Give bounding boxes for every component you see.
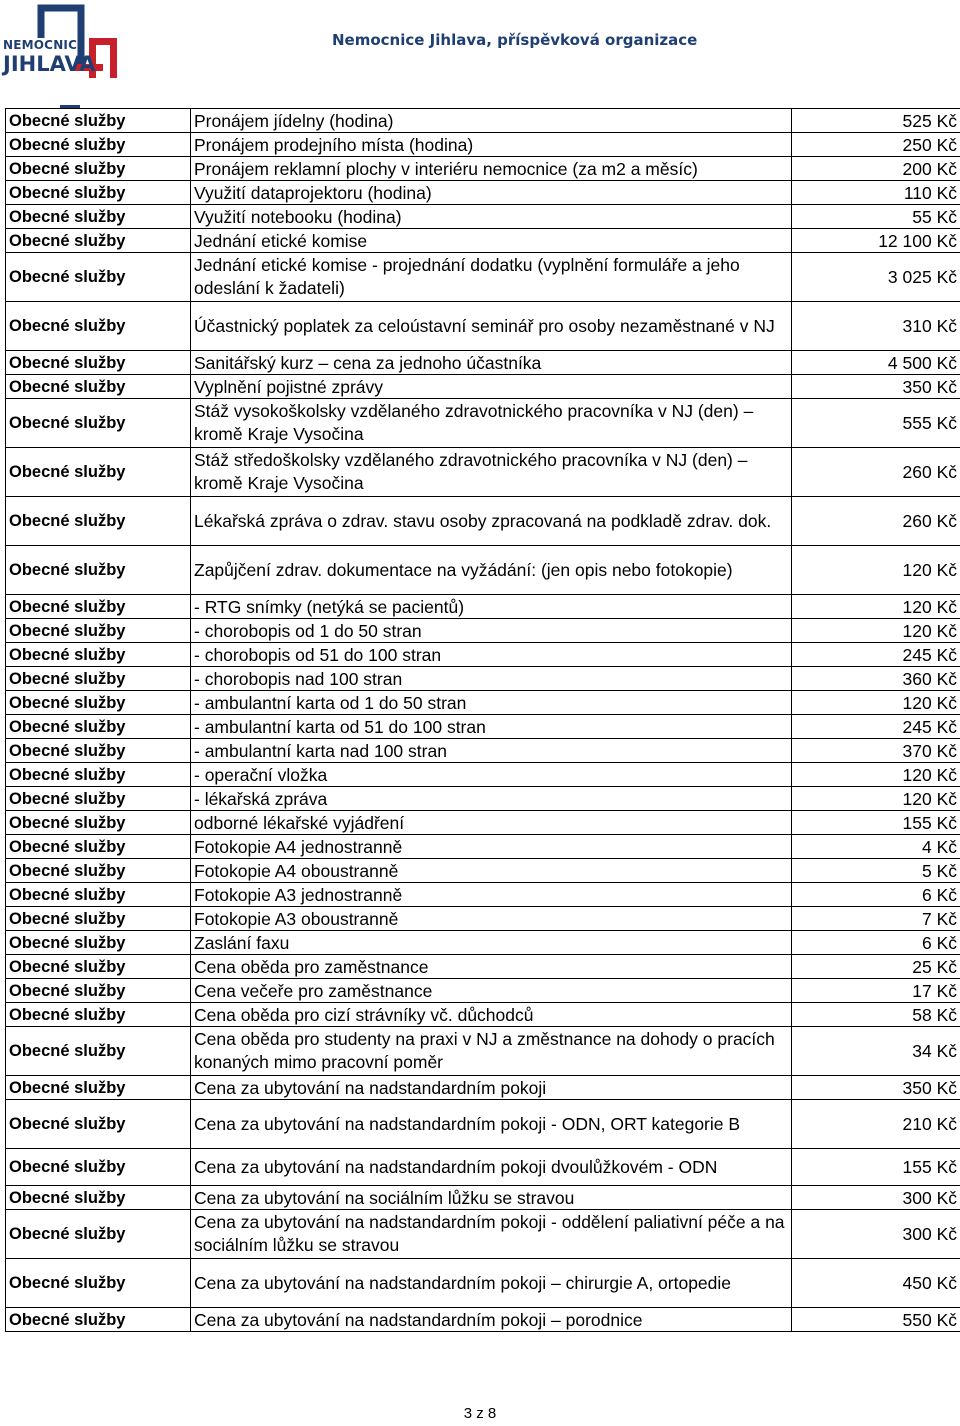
table-row [6, 667, 960, 691]
row-price: 360 Kč [792, 667, 960, 691]
row-category: Obecné služby [6, 979, 191, 1003]
row-price: 250 Kč [792, 133, 960, 157]
row-price: 260 Kč [792, 497, 960, 546]
row-category: Obecné služby [6, 546, 191, 595]
row-description: Cena za ubytování na nadstandardním pokoji dvoulůžkovém - ODN [191, 1149, 792, 1186]
row-category: Obecné služby [6, 739, 191, 763]
row-category: Obecné služby [6, 931, 191, 955]
row-category: Obecné služby [6, 1259, 191, 1308]
row-description: - chorobopis od 1 do 50 stran [191, 619, 792, 643]
row-description: Fotokopie A3 jednostranně [191, 883, 792, 907]
row-price: 300 Kč [792, 1210, 960, 1259]
row-description: Účastnický poplatek za celoústavní seminář pro osoby nezaměstnané v NJ [191, 302, 792, 351]
row-price: 370 Kč [792, 739, 960, 763]
row-category: Obecné služby [6, 691, 191, 715]
row-price: 155 Kč [792, 1149, 960, 1186]
row-description: Sanitářský kurz – cena za jednoho účastníka [191, 351, 792, 375]
row-price: 6 Kč [792, 883, 960, 907]
row-category: Obecné služby [6, 302, 191, 351]
row-description: - RTG snímky (netýká se pacientů) [191, 595, 792, 619]
row-description: Fotokopie A4 jednostranně [191, 835, 792, 859]
row-price: 120 Kč [792, 595, 960, 619]
table-row [6, 931, 960, 955]
row-price: 7 Kč [792, 907, 960, 931]
row-category: Obecné služby [6, 1210, 191, 1259]
price-list-body [6, 109, 960, 1332]
table-row [6, 229, 960, 253]
logo-line-2: JIHLAVA [3, 52, 96, 76]
row-price: 550 Kč [792, 1308, 960, 1332]
table-row [6, 883, 960, 907]
table-row [6, 253, 960, 302]
page-indicator: 3 z 8 [463, 1405, 497, 1422]
row-price: 350 Kč [792, 1076, 960, 1100]
row-category: Obecné služby [6, 497, 191, 546]
row-price: 120 Kč [792, 619, 960, 643]
table-row [6, 643, 960, 667]
row-category: Obecné služby [6, 835, 191, 859]
row-price: 58 Kč [792, 1003, 960, 1027]
row-price: 200 Kč [792, 157, 960, 181]
row-description: Cena za ubytování na nadstandardním pokoji – chirurgie A, ortopedie [191, 1259, 792, 1308]
row-category: Obecné služby [6, 643, 191, 667]
row-price: 120 Kč [792, 787, 960, 811]
row-description: Jednání etické komise [191, 229, 792, 253]
row-price: 34 Kč [792, 1027, 960, 1076]
row-description: Cena za ubytování na nadstandardním pokoji – porodnice [191, 1308, 792, 1332]
row-description: Pronájem prodejního místa (hodina) [191, 133, 792, 157]
row-description: Zapůjčení zdrav. dokumentace na vyžádání: (jen opis nebo fotokopie) [191, 546, 792, 595]
row-price: 4 500 Kč [792, 351, 960, 375]
row-price: 5 Kč [792, 859, 960, 883]
row-description: Zaslání faxu [191, 931, 792, 955]
row-price: 17 Kč [792, 979, 960, 1003]
price-list-table [5, 108, 960, 1332]
row-category: Obecné služby [6, 448, 191, 497]
table-row [6, 691, 960, 715]
row-category: Obecné služby [6, 229, 191, 253]
row-category: Obecné služby [6, 667, 191, 691]
row-category: Obecné služby [6, 351, 191, 375]
row-description: Cena oběda pro zaměstnance [191, 955, 792, 979]
table-row [6, 181, 960, 205]
row-category: Obecné služby [6, 955, 191, 979]
table-row [6, 859, 960, 883]
row-category: Obecné služby [6, 763, 191, 787]
row-description: Využití notebooku (hodina) [191, 205, 792, 229]
row-description: Jednání etické komise - projednání dodatku (vyplnění formuláře a jeho odeslání k žadateli) [191, 253, 792, 302]
row-price: 25 Kč [792, 955, 960, 979]
page-header [0, 0, 960, 100]
row-description: Cena oběda pro cizí strávníky vč. důchodců [191, 1003, 792, 1027]
table-row [6, 1259, 960, 1308]
table-row [6, 979, 960, 1003]
row-category: Obecné služby [6, 787, 191, 811]
table-row [6, 497, 960, 546]
table-row [6, 1308, 960, 1332]
row-price: 525 Kč [792, 109, 960, 133]
row-price: 110 Kč [792, 181, 960, 205]
row-category: Obecné služby [6, 205, 191, 229]
row-price: 3 025 Kč [792, 253, 960, 302]
table-row [6, 157, 960, 181]
table-row [6, 787, 960, 811]
row-price: 555 Kč [792, 399, 960, 448]
table-row [6, 739, 960, 763]
table-row [6, 448, 960, 497]
row-price: 120 Kč [792, 763, 960, 787]
row-description: Cena za ubytování na nadstandardním pokoji - ODN, ORT kategorie B [191, 1100, 792, 1149]
row-description: - chorobopis od 51 do 100 stran [191, 643, 792, 667]
row-description: Cena za ubytování na nadstandardním pokoji - oddělení paliativní péče a na sociálním lůžku se stravou [191, 1210, 792, 1259]
table-row [6, 619, 960, 643]
row-category: Obecné služby [6, 1076, 191, 1100]
row-category: Obecné služby [6, 1100, 191, 1149]
row-category: Obecné služby [6, 619, 191, 643]
table-row [6, 205, 960, 229]
row-description: Pronájem reklamní plochy v interiéru nemocnice (za m2 a měsíc) [191, 157, 792, 181]
row-price: 245 Kč [792, 643, 960, 667]
table-row [6, 133, 960, 157]
table-row [6, 109, 960, 133]
row-description: - ambulantní karta nad 100 stran [191, 739, 792, 763]
table-row [6, 1003, 960, 1027]
table-row [6, 351, 960, 375]
row-description: Stáž středoškolsky vzdělaného zdravotnického pracovníka v NJ (den) – kromě Kraje Vysočina [191, 448, 792, 497]
row-description: Cena večeře pro zaměstnance [191, 979, 792, 1003]
table-row [6, 399, 960, 448]
row-price: 245 Kč [792, 715, 960, 739]
table-row [6, 375, 960, 399]
table-row [6, 595, 960, 619]
table-row [6, 1210, 960, 1259]
table-row [6, 546, 960, 595]
row-description: Využití dataprojektoru (hodina) [191, 181, 792, 205]
row-description: - ambulantní karta od 51 do 100 stran [191, 715, 792, 739]
table-row [6, 811, 960, 835]
row-description: Stáž vysokoškolsky vzdělaného zdravotnického pracovníka v NJ (den) – kromě Kraje Vysočina [191, 399, 792, 448]
row-description: Cena za ubytování na sociálním lůžku se stravou [191, 1186, 792, 1210]
logo-line-1: NEMOCNICE [3, 38, 86, 52]
table-row [6, 1027, 960, 1076]
table-row [6, 907, 960, 931]
organization-name: Nemocnice Jihlava, příspěvková organizace [332, 31, 698, 49]
row-category: Obecné služby [6, 715, 191, 739]
table-row [6, 302, 960, 351]
row-category: Obecné služby [6, 253, 191, 302]
row-category: Obecné služby [6, 375, 191, 399]
row-category: Obecné služby [6, 109, 191, 133]
row-price: 120 Kč [792, 691, 960, 715]
row-price: 350 Kč [792, 375, 960, 399]
row-category: Obecné služby [6, 1027, 191, 1076]
row-description: Vyplnění pojistné zprávy [191, 375, 792, 399]
row-price: 155 Kč [792, 811, 960, 835]
row-category: Obecné služby [6, 181, 191, 205]
row-category: Obecné služby [6, 1186, 191, 1210]
table-row [6, 1076, 960, 1100]
row-category: Obecné služby [6, 811, 191, 835]
row-description: Lékařská zpráva o zdrav. stavu osoby zpracovaná na podkladě zdrav. dok. [191, 497, 792, 546]
row-description: Cena oběda pro studenty na praxi v NJ a změstnance na dohody o pracích konaných mimo pracovní poměr [191, 1027, 792, 1076]
row-price: 4 Kč [792, 835, 960, 859]
table-row [6, 955, 960, 979]
row-price: 55 Kč [792, 205, 960, 229]
table-row [6, 763, 960, 787]
row-price: 300 Kč [792, 1186, 960, 1210]
row-price: 210 Kč [792, 1100, 960, 1149]
row-description: Fotokopie A4 oboustranně [191, 859, 792, 883]
row-category: Obecné služby [6, 595, 191, 619]
row-description: Fotokopie A3 oboustranně [191, 907, 792, 931]
row-description: - lékařská zpráva [191, 787, 792, 811]
table-row [6, 715, 960, 739]
row-description: - ambulantní karta od 1 do 50 stran [191, 691, 792, 715]
row-description: Pronájem jídelny (hodina) [191, 109, 792, 133]
row-category: Obecné služby [6, 399, 191, 448]
row-price: 450 Kč [792, 1259, 960, 1308]
table-row [6, 1186, 960, 1210]
row-category: Obecné služby [6, 1149, 191, 1186]
row-category: Obecné služby [6, 1003, 191, 1027]
row-category: Obecné služby [6, 907, 191, 931]
row-description: - operační vložka [191, 763, 792, 787]
table-row [6, 835, 960, 859]
row-category: Obecné služby [6, 859, 191, 883]
row-price: 120 Kč [792, 546, 960, 595]
row-price: 6 Kč [792, 931, 960, 955]
row-category: Obecné služby [6, 883, 191, 907]
row-price: 310 Kč [792, 302, 960, 351]
table-row [6, 1149, 960, 1186]
row-category: Obecné služby [6, 157, 191, 181]
row-price: 260 Kč [792, 448, 960, 497]
row-price: 12 100 Kč [792, 229, 960, 253]
row-category: Obecné služby [6, 133, 191, 157]
row-description: Cena za ubytování na nadstandardním pokoji [191, 1076, 792, 1100]
table-row [6, 1100, 960, 1149]
row-category: Obecné služby [6, 1308, 191, 1332]
row-description: - chorobopis nad 100 stran [191, 667, 792, 691]
row-description: odborné lékařské vyjádření [191, 811, 792, 835]
